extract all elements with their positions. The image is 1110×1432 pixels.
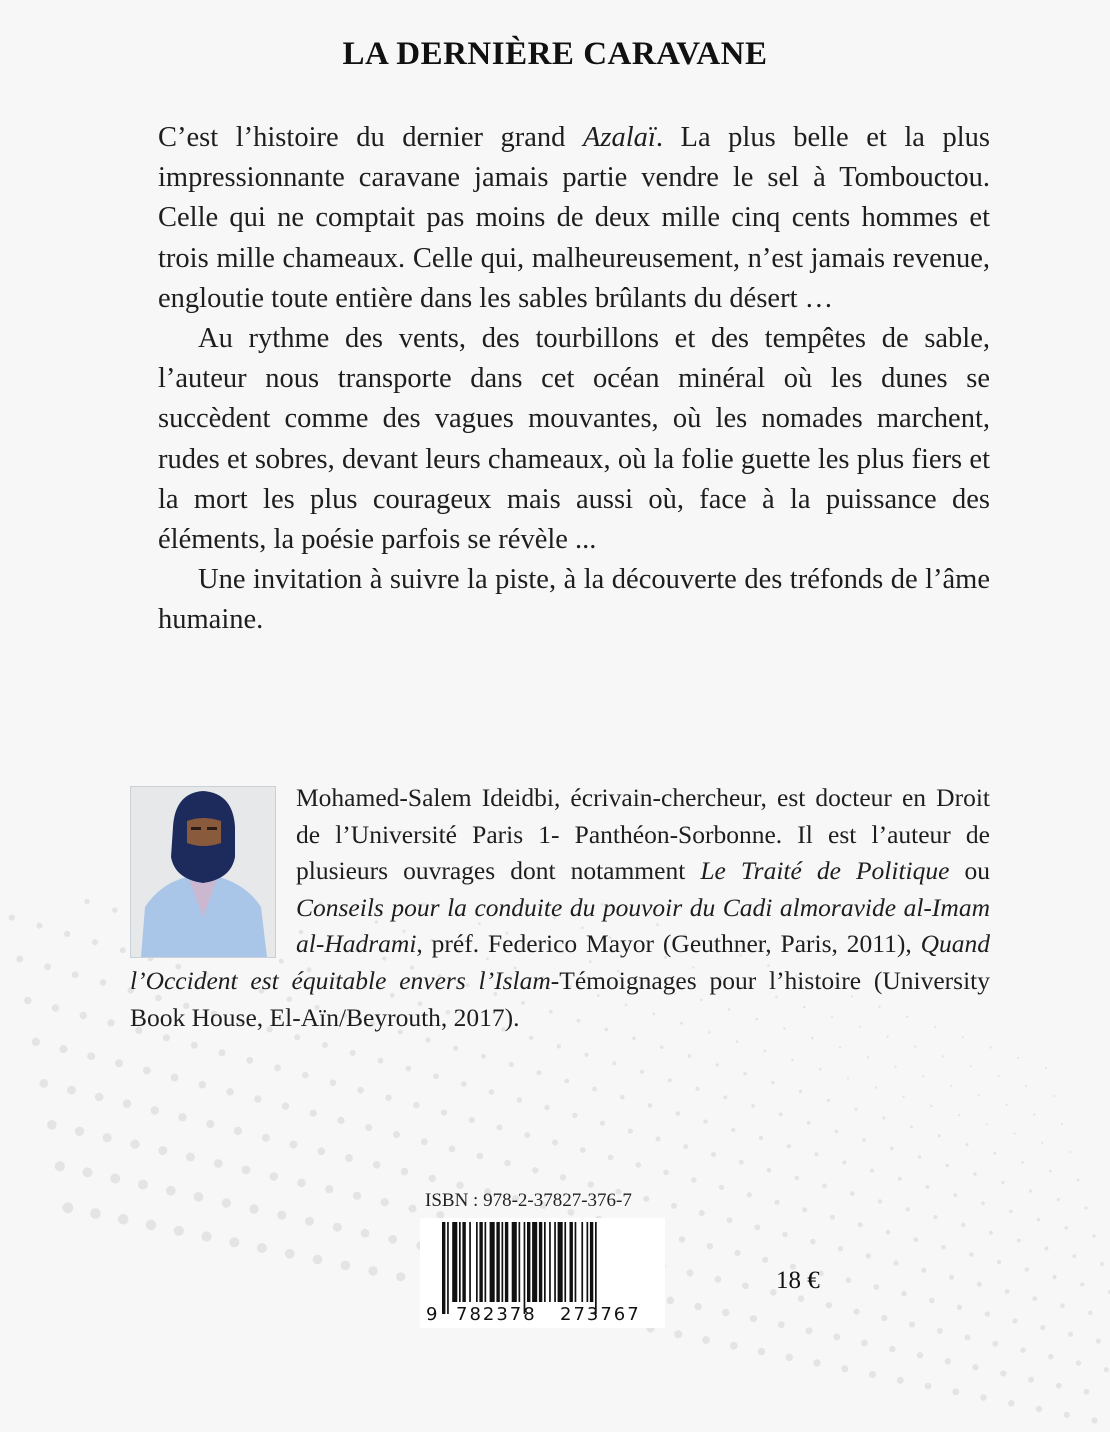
author-bio: Mohamed-Salem Ideidbi, écrivain-chercheur, est docteur en Droit de l’Université Paris 1- Panthéon-Sorbonne. Il est l’auteur de plusieurs ouvrages dont notamment Le Traité de Politique ou Conseils pour la conduite du pouvoir du Cadi almoravide al-Imam al-Hadrami, préf. Federico Mayor (Geuthner, Paris, 2011), Quand l’Occident est équitable envers l’Islam-Témoignages pour l’histoire (University Book House, El-Aïn/Beyrouth, 2017). bbox=[130, 783, 990, 1032]
author-photo bbox=[130, 786, 276, 958]
barcode-bar bbox=[490, 1222, 495, 1302]
barcode-bar bbox=[502, 1222, 504, 1302]
barcode-bar bbox=[539, 1222, 542, 1302]
blurb-paragraph-1: C’est l’histoire du dernier grand Azalaï. La plus belle et la plus impressionnante caravane jamais partie vendre le sel à Tombouctou. Celle qui ne comptait pas moins de deux mille cinq cents hommes et trois mille chameaux. Celle qui, malheureusement, n’est jamais revenue, engloutie toute entière dans les sables brûlants du désert … bbox=[158, 122, 990, 314]
barcode-bar bbox=[554, 1222, 556, 1302]
barcode-bar bbox=[459, 1222, 461, 1302]
blurb-paragraph-2: Au rythme des vents, des tourbillons et des tempêtes de sable, l’auteur nous transporte dans cet océan minéral où les dunes se succèdent comme des vagues mouvantes, où les nomades marchent, rudes et sobres, devant leurs chameaux, où la folie guette les plus fiers et la mort les plus courageux mais aussi où, face à la puissance des éléments, la poésie parfois se révèle ... bbox=[158, 323, 990, 556]
barcode-bar bbox=[595, 1222, 597, 1314]
barcode-bar bbox=[524, 1222, 526, 1314]
barcode-bar bbox=[581, 1222, 583, 1302]
barcode-bar bbox=[447, 1222, 449, 1314]
blurb-paragraph-3: Une invitation à suivre la piste, à la découverte des tréfonds de l’âme humaine. bbox=[158, 564, 990, 636]
barcode-digit-prefix: 9 bbox=[426, 1304, 438, 1325]
barcode-bar bbox=[564, 1222, 566, 1302]
barcode-bar bbox=[462, 1222, 465, 1302]
blurb bbox=[158, 118, 990, 641]
barcode-bar bbox=[527, 1222, 530, 1302]
barcode-bar bbox=[570, 1222, 573, 1302]
barcode-bar bbox=[505, 1222, 508, 1302]
isbn-barcode bbox=[420, 1218, 665, 1328]
barcode-bar bbox=[575, 1222, 577, 1302]
barcode-bar bbox=[469, 1222, 471, 1302]
book-title: LA DERNIÈRE CARAVANE bbox=[342, 36, 768, 72]
barcode-bar bbox=[496, 1222, 499, 1302]
barcode-bar bbox=[519, 1222, 521, 1302]
price: 18 € bbox=[776, 1267, 820, 1294]
barcode-bar bbox=[476, 1222, 478, 1302]
barcode-bar bbox=[485, 1222, 487, 1302]
barcode-bar bbox=[587, 1222, 589, 1302]
azalai-emphasis: Azalaï bbox=[583, 122, 656, 153]
barcode-bar bbox=[452, 1222, 457, 1302]
isbn-label: ISBN : 978-2-37827-376-7 bbox=[425, 1190, 632, 1211]
barcode-bar bbox=[532, 1222, 537, 1302]
barcode-bar bbox=[590, 1222, 593, 1302]
barcode-digits-right: 273767 bbox=[560, 1304, 641, 1325]
barcode-bar bbox=[544, 1222, 546, 1302]
barcode-digits-left: 782378 bbox=[456, 1304, 537, 1325]
barcode-bar bbox=[479, 1222, 482, 1302]
barcode-bar bbox=[549, 1222, 551, 1302]
barcode-bar bbox=[442, 1222, 445, 1314]
barcode-bar bbox=[558, 1222, 563, 1302]
barcode-bar bbox=[512, 1222, 517, 1302]
